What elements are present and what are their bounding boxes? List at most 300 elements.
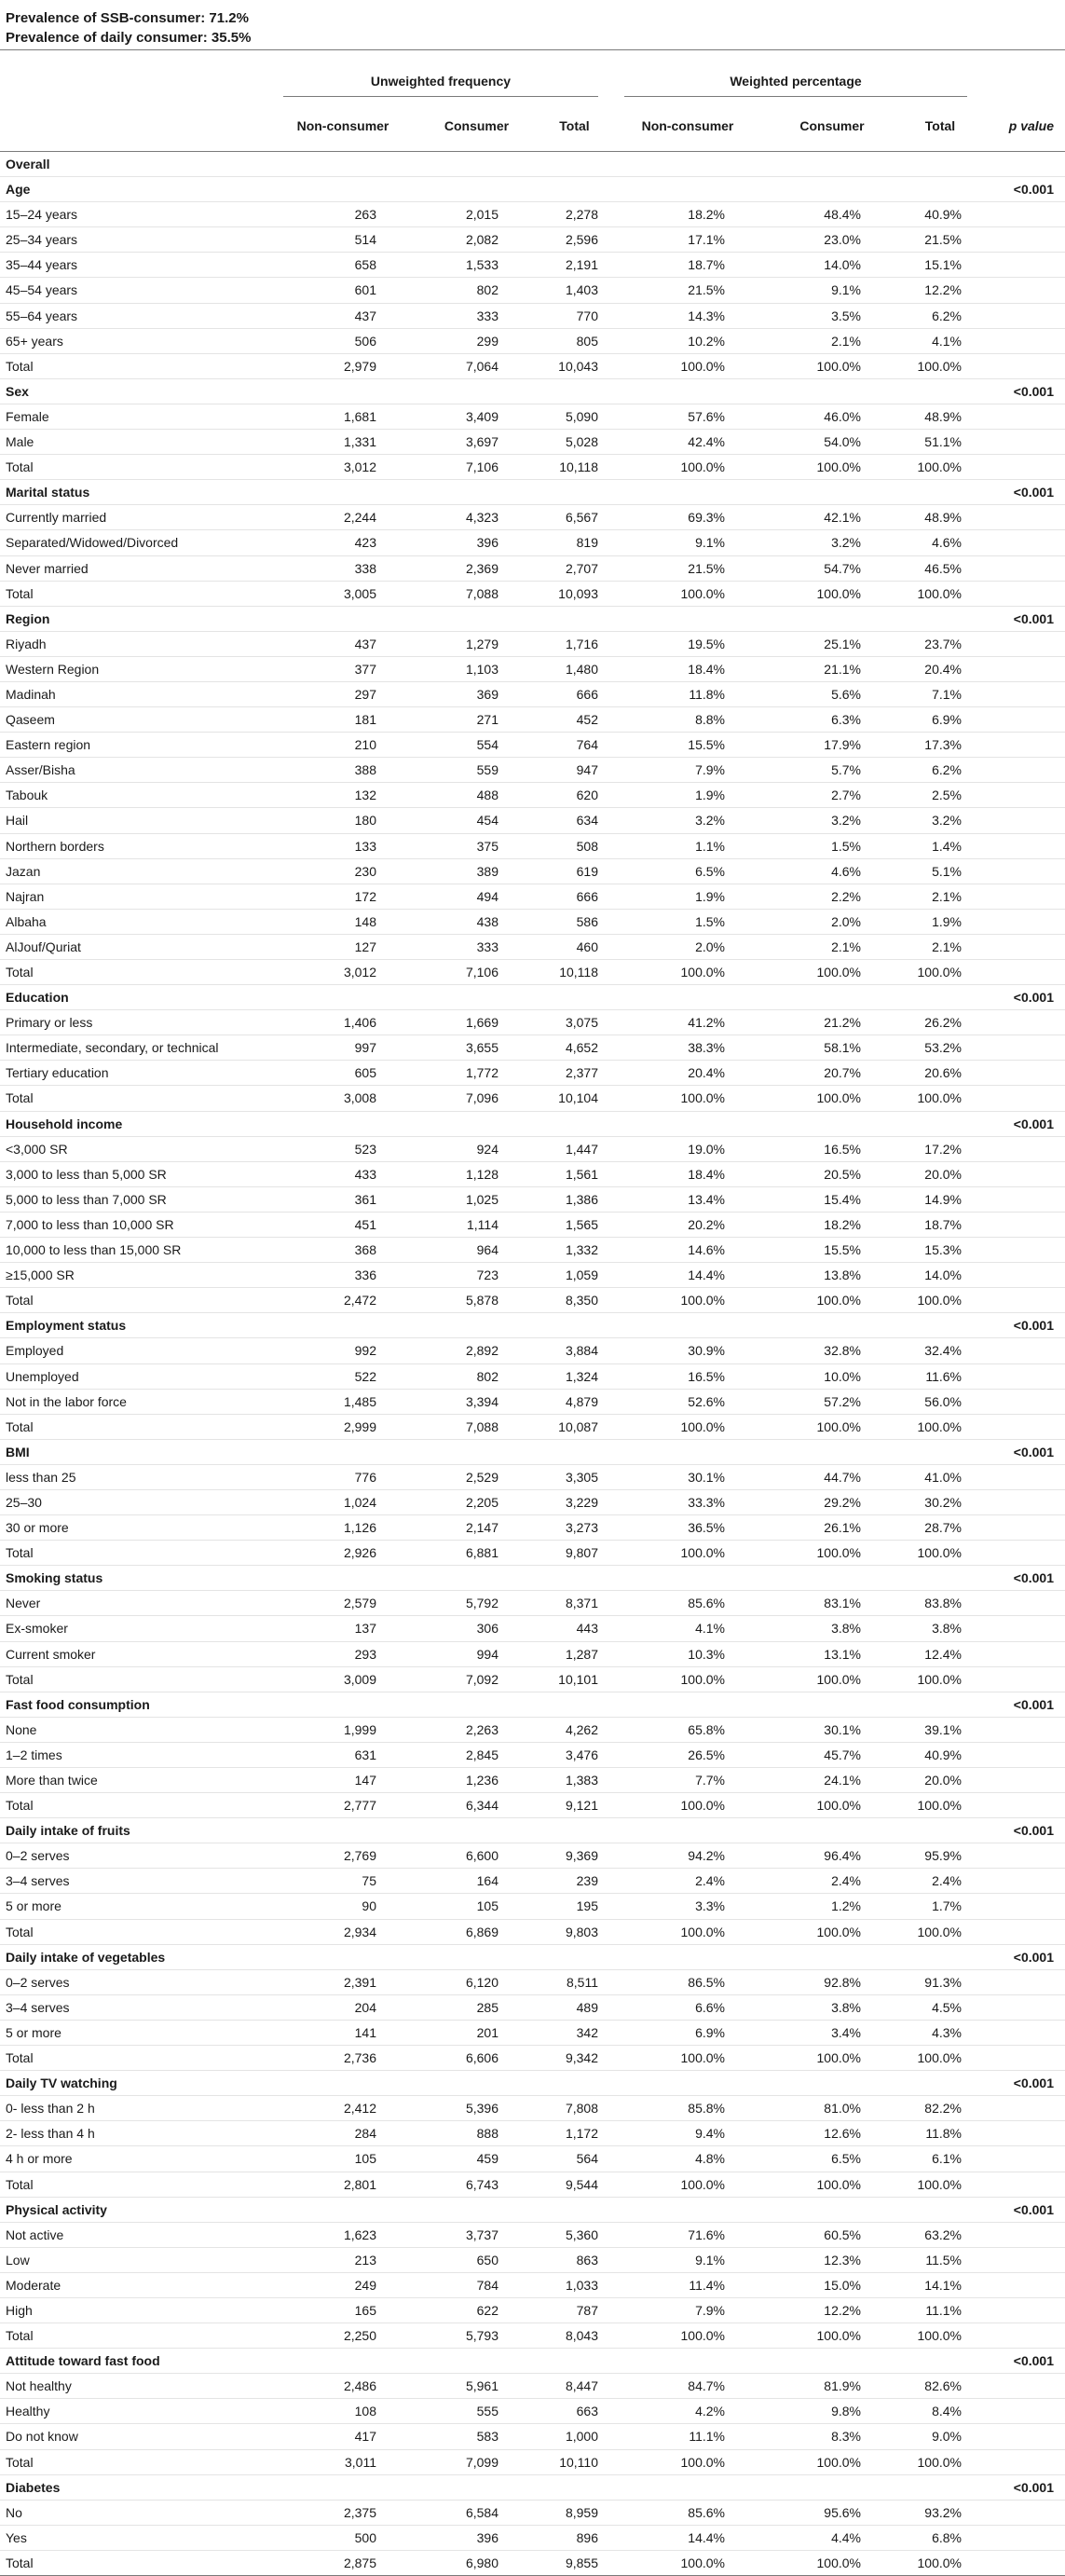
total-count: 9,369: [538, 1843, 611, 1869]
section-header-row: [0, 2349, 1065, 2374]
non-consumer-count: 2,999: [270, 1414, 416, 1439]
table-row: [0, 1616, 1065, 1641]
total-count: 5,028: [538, 430, 611, 455]
non-consumer-count: 230: [270, 858, 416, 884]
row-label: 7,000 to less than 10,000 SR: [0, 1212, 270, 1237]
table-row: [0, 1363, 1065, 1389]
non-consumer-count: 297: [270, 681, 416, 706]
non-consumer-pct: 7.9%: [611, 758, 764, 783]
total-count: 619: [538, 858, 611, 884]
consumer-pct: 100.0%: [764, 1086, 900, 1111]
total-pct: 100.0%: [900, 1541, 980, 1566]
total-count: 3,884: [538, 1338, 611, 1363]
non-consumer-count: 3,009: [270, 1666, 416, 1692]
non-consumer-count: 437: [270, 631, 416, 656]
table-row: [0, 884, 1065, 909]
col-w-total: Total: [900, 112, 980, 152]
consumer-pct: 2.2%: [764, 884, 900, 909]
group-unweighted-label: Unweighted frequency: [370, 74, 512, 89]
consumer-count: 3,697: [416, 430, 538, 455]
consumer-pct: 18.2%: [764, 1212, 900, 1237]
non-consumer-pct: 26.5%: [611, 1742, 764, 1767]
non-consumer-pct: 11.1%: [611, 2424, 764, 2449]
non-consumer-count: 423: [270, 530, 416, 555]
total-pct: 1.4%: [900, 833, 980, 858]
total-pct: 4.3%: [900, 2020, 980, 2045]
row-label: Total: [0, 455, 270, 480]
non-consumer-count: 1,406: [270, 1010, 416, 1035]
row-label: Total: [0, 2046, 270, 2071]
row-label: Total: [0, 1288, 270, 1313]
row-label: 0–2 serves: [0, 1969, 270, 1994]
non-consumer-count: 2,926: [270, 1541, 416, 1566]
total-pct: 28.7%: [900, 1515, 980, 1541]
table-row: [0, 758, 1065, 783]
non-consumer-pct: 36.5%: [611, 1515, 764, 1541]
total-count: 1,033: [538, 2272, 611, 2297]
row-label: Total: [0, 2323, 270, 2349]
consumer-pct: 2.1%: [764, 328, 900, 353]
total-pct: 100.0%: [900, 1919, 980, 1944]
total-pct: 100.0%: [900, 2550, 980, 2575]
consumer-count: 6,881: [416, 1541, 538, 1566]
section-title: Education: [0, 985, 270, 1010]
non-consumer-count: 992: [270, 1338, 416, 1363]
table-row: [0, 1969, 1065, 1994]
consumer-count: 7,096: [416, 1086, 538, 1111]
consumer-pct: 3.2%: [764, 808, 900, 833]
non-consumer-count: 2,250: [270, 2323, 416, 2349]
non-consumer-count: 361: [270, 1186, 416, 1212]
total-pct: 95.9%: [900, 1843, 980, 1869]
non-consumer-count: 293: [270, 1641, 416, 1666]
non-consumer-pct: 11.4%: [611, 2272, 764, 2297]
section-header-row: [0, 1566, 1065, 1591]
table-row: [0, 681, 1065, 706]
consumer-pct: 46.0%: [764, 404, 900, 429]
consumer-count: 5,961: [416, 2374, 538, 2399]
p-value: <0.001: [980, 985, 1065, 1010]
non-consumer-pct: 18.7%: [611, 253, 764, 278]
consumer-count: 5,878: [416, 1288, 538, 1313]
consumer-count: 1,236: [416, 1768, 538, 1793]
non-consumer-count: 2,579: [270, 1591, 416, 1616]
total-pct: 11.1%: [900, 2297, 980, 2323]
row-label: Never married: [0, 555, 270, 581]
consumer-count: 6,344: [416, 1793, 538, 1818]
total-count: 764: [538, 733, 611, 758]
total-count: 666: [538, 884, 611, 909]
consumer-pct: 3.4%: [764, 2020, 900, 2045]
consumer-count: 369: [416, 681, 538, 706]
section-header-row: [0, 1439, 1065, 1464]
table-row: [0, 1238, 1065, 1263]
section-header-row: [0, 480, 1065, 505]
table-row: [0, 2449, 1065, 2474]
total-pct: 6.2%: [900, 758, 980, 783]
non-consumer-pct: 100.0%: [611, 581, 764, 606]
consumer-pct: 81.9%: [764, 2374, 900, 2399]
table-row: [0, 430, 1065, 455]
total-count: 342: [538, 2020, 611, 2045]
consumer-pct: 100.0%: [764, 353, 900, 378]
non-consumer-pct: 100.0%: [611, 1414, 764, 1439]
row-label: High: [0, 2297, 270, 2323]
total-count: 1,386: [538, 1186, 611, 1212]
non-consumer-pct: 42.4%: [611, 430, 764, 455]
total-pct: 6.2%: [900, 303, 980, 328]
consumer-pct: 2.4%: [764, 1869, 900, 1894]
total-pct: 48.9%: [900, 404, 980, 429]
consumer-count: 723: [416, 1263, 538, 1288]
non-consumer-pct: 2.0%: [611, 934, 764, 959]
consumer-count: 3,655: [416, 1035, 538, 1061]
row-label: 25–34 years: [0, 227, 270, 253]
total-pct: 32.4%: [900, 1338, 980, 1363]
non-consumer-pct: 9.4%: [611, 2121, 764, 2146]
non-consumer-count: 2,391: [270, 1969, 416, 1994]
total-pct: 17.3%: [900, 733, 980, 758]
total-count: 2,278: [538, 202, 611, 227]
overall-label: Overall: [0, 152, 270, 177]
consumer-count: 622: [416, 2297, 538, 2323]
consumer-pct: 100.0%: [764, 1414, 900, 1439]
consumer-pct: 100.0%: [764, 2550, 900, 2575]
group-weighted: [611, 50, 980, 112]
col-total: Total: [538, 112, 611, 152]
consumer-pct: 12.6%: [764, 2121, 900, 2146]
non-consumer-pct: 33.3%: [611, 1489, 764, 1514]
total-count: 1,332: [538, 1238, 611, 1263]
p-value: <0.001: [980, 480, 1065, 505]
table-row: [0, 328, 1065, 353]
consumer-pct: 15.0%: [764, 2272, 900, 2297]
total-pct: 7.1%: [900, 681, 980, 706]
consumer-pct: 24.1%: [764, 1768, 900, 1793]
consumer-pct: 3.8%: [764, 1994, 900, 2020]
non-consumer-pct: 18.2%: [611, 202, 764, 227]
total-pct: 41.0%: [900, 1464, 980, 1489]
p-value: <0.001: [980, 2197, 1065, 2222]
table-row: [0, 2272, 1065, 2297]
consumer-count: 7,106: [416, 960, 538, 985]
row-label: None: [0, 1717, 270, 1742]
total-pct: 100.0%: [900, 2323, 980, 2349]
non-consumer-count: 437: [270, 303, 416, 328]
consumer-pct: 26.1%: [764, 1515, 900, 1541]
row-label: Total: [0, 2172, 270, 2197]
consumer-pct: 2.1%: [764, 934, 900, 959]
non-consumer-pct: 9.1%: [611, 2247, 764, 2272]
consumer-count: 7,088: [416, 581, 538, 606]
total-pct: 100.0%: [900, 581, 980, 606]
non-consumer-pct: 2.4%: [611, 1869, 764, 1894]
table-row: [0, 808, 1065, 833]
total-count: 1,447: [538, 1136, 611, 1161]
non-consumer-pct: 100.0%: [611, 1666, 764, 1692]
consumer-count: 6,980: [416, 2550, 538, 2575]
consumer-pct: 13.1%: [764, 1641, 900, 1666]
consumer-count: 2,529: [416, 1464, 538, 1489]
consumer-count: 5,792: [416, 1591, 538, 1616]
total-count: 3,229: [538, 1489, 611, 1514]
consumer-count: 2,369: [416, 555, 538, 581]
consumer-count: 1,103: [416, 656, 538, 681]
non-consumer-count: 181: [270, 707, 416, 733]
table-row: [0, 2323, 1065, 2349]
consumer-count: 1,772: [416, 1061, 538, 1086]
non-consumer-pct: 100.0%: [611, 2550, 764, 2575]
consumer-pct: 5.6%: [764, 681, 900, 706]
consumer-pct: 25.1%: [764, 631, 900, 656]
table-row: [0, 1263, 1065, 1288]
row-label: Never: [0, 1591, 270, 1616]
total-count: 1,172: [538, 2121, 611, 2146]
row-label: Not in the labor force: [0, 1389, 270, 1414]
table-row: [0, 404, 1065, 429]
table-row: [0, 1061, 1065, 1086]
table-row: [0, 1717, 1065, 1742]
consumer-count: 164: [416, 1869, 538, 1894]
row-label: Eastern region: [0, 733, 270, 758]
total-count: 8,371: [538, 1591, 611, 1616]
non-consumer-count: 451: [270, 1212, 416, 1237]
total-pct: 100.0%: [900, 1666, 980, 1692]
total-pct: 6.9%: [900, 707, 980, 733]
total-count: 5,360: [538, 2222, 611, 2247]
consumer-count: 784: [416, 2272, 538, 2297]
total-count: 947: [538, 758, 611, 783]
row-label: 5 or more: [0, 1894, 270, 1919]
total-count: 1,000: [538, 2424, 611, 2449]
row-label: 55–64 years: [0, 303, 270, 328]
table-row: [0, 1742, 1065, 1767]
consumer-pct: 2.7%: [764, 783, 900, 808]
total-count: 1,716: [538, 631, 611, 656]
table-row: [0, 631, 1065, 656]
prevalence-consumer: Prevalence of SSB-consumer: 71.2%: [6, 10, 249, 26]
total-count: 1,324: [538, 1363, 611, 1389]
non-consumer-pct: 7.9%: [611, 2297, 764, 2323]
total-pct: 100.0%: [900, 2046, 980, 2071]
non-consumer-count: 284: [270, 2121, 416, 2146]
consumer-count: 1,279: [416, 631, 538, 656]
non-consumer-pct: 52.6%: [611, 1389, 764, 1414]
row-label: 30 or more: [0, 1515, 270, 1541]
row-label: No: [0, 2500, 270, 2525]
consumer-count: 459: [416, 2146, 538, 2172]
total-pct: 100.0%: [900, 2172, 980, 2197]
row-label: 5,000 to less than 7,000 SR: [0, 1186, 270, 1212]
consumer-count: 5,793: [416, 2323, 538, 2349]
consumer-pct: 81.0%: [764, 2096, 900, 2121]
total-pct: 51.1%: [900, 430, 980, 455]
total-pct: 100.0%: [900, 960, 980, 985]
total-count: 2,596: [538, 227, 611, 253]
col-p-value: p value: [980, 112, 1065, 152]
section-header-row: [0, 177, 1065, 202]
row-label: Primary or less: [0, 1010, 270, 1035]
table-row: [0, 1994, 1065, 2020]
group-weighted-label: Weighted percentage: [730, 74, 862, 89]
consumer-count: 105: [416, 1894, 538, 1919]
consumer-count: 333: [416, 303, 538, 328]
table-row: [0, 2020, 1065, 2045]
non-consumer-count: 3,012: [270, 455, 416, 480]
consumer-pct: 100.0%: [764, 1666, 900, 1692]
non-consumer-count: 2,486: [270, 2374, 416, 2399]
row-label: Western Region: [0, 656, 270, 681]
row-label: 3,000 to less than 5,000 SR: [0, 1161, 270, 1186]
total-pct: 5.1%: [900, 858, 980, 884]
non-consumer-pct: 21.5%: [611, 278, 764, 303]
row-label: Total: [0, 2449, 270, 2474]
section-title: Age: [0, 177, 270, 202]
row-label: Intermediate, secondary, or technical: [0, 1035, 270, 1061]
total-pct: 40.9%: [900, 1742, 980, 1767]
total-pct: 1.9%: [900, 909, 980, 934]
non-consumer-pct: 69.3%: [611, 505, 764, 530]
consumer-count: 2,263: [416, 1717, 538, 1742]
table-body: [0, 152, 1065, 2576]
total-pct: 100.0%: [900, 2449, 980, 2474]
non-consumer-pct: 18.4%: [611, 656, 764, 681]
consumer-count: 3,737: [416, 2222, 538, 2247]
table-row: [0, 2297, 1065, 2323]
consumer-pct: 100.0%: [764, 455, 900, 480]
non-consumer-count: 377: [270, 656, 416, 681]
total-count: 452: [538, 707, 611, 733]
table-row: [0, 1641, 1065, 1666]
consumer-count: 7,106: [416, 455, 538, 480]
non-consumer-count: 180: [270, 808, 416, 833]
non-consumer-count: 2,934: [270, 1919, 416, 1944]
total-count: 3,273: [538, 1515, 611, 1541]
non-consumer-pct: 100.0%: [611, 2046, 764, 2071]
column-header-row: [0, 112, 1065, 152]
p-value: <0.001: [980, 177, 1065, 202]
col-w-non-consumer: Non-consumer: [611, 112, 764, 152]
consumer-count: 2,845: [416, 1742, 538, 1767]
table-row: [0, 1186, 1065, 1212]
total-count: 863: [538, 2247, 611, 2272]
non-consumer-pct: 14.4%: [611, 2525, 764, 2550]
total-count: 1,480: [538, 656, 611, 681]
row-label: ≥15,000 SR: [0, 1263, 270, 1288]
row-label: Madinah: [0, 681, 270, 706]
table-row: [0, 1869, 1065, 1894]
consumer-count: 396: [416, 530, 538, 555]
non-consumer-count: 2,979: [270, 353, 416, 378]
table-row: [0, 1288, 1065, 1313]
non-consumer-count: 776: [270, 1464, 416, 1489]
non-consumer-count: 2,375: [270, 2500, 416, 2525]
table-row: [0, 2121, 1065, 2146]
total-pct: 2.1%: [900, 934, 980, 959]
total-pct: 4.1%: [900, 328, 980, 353]
non-consumer-count: 127: [270, 934, 416, 959]
consumer-pct: 3.5%: [764, 303, 900, 328]
total-pct: 20.0%: [900, 1768, 980, 1793]
consumer-pct: 3.8%: [764, 1616, 900, 1641]
total-pct: 82.6%: [900, 2374, 980, 2399]
non-consumer-count: 204: [270, 1994, 416, 2020]
consumer-pct: 100.0%: [764, 2449, 900, 2474]
consumer-pct: 42.1%: [764, 505, 900, 530]
section-header-row: [0, 1818, 1065, 1843]
total-count: 443: [538, 1616, 611, 1641]
total-pct: 83.8%: [900, 1591, 980, 1616]
total-pct: 4.5%: [900, 1994, 980, 2020]
consumer-count: 1,114: [416, 1212, 538, 1237]
consumer-pct: 20.5%: [764, 1161, 900, 1186]
total-pct: 20.0%: [900, 1161, 980, 1186]
section-title: Region: [0, 606, 270, 631]
total-pct: 15.3%: [900, 1238, 980, 1263]
consumer-pct: 1.2%: [764, 1894, 900, 1919]
consumer-count: 389: [416, 858, 538, 884]
consumer-pct: 13.8%: [764, 1263, 900, 1288]
table-row: [0, 2146, 1065, 2172]
non-consumer-pct: 85.8%: [611, 2096, 764, 2121]
non-consumer-pct: 1.1%: [611, 833, 764, 858]
row-label: Northern borders: [0, 833, 270, 858]
row-label: Total: [0, 353, 270, 378]
total-pct: 100.0%: [900, 353, 980, 378]
total-pct: 26.2%: [900, 1010, 980, 1035]
total-count: 460: [538, 934, 611, 959]
non-consumer-pct: 86.5%: [611, 1969, 764, 1994]
table-row: [0, 2096, 1065, 2121]
p-value: <0.001: [980, 606, 1065, 631]
table-row: [0, 1843, 1065, 1869]
consumer-count: 306: [416, 1616, 538, 1641]
consumer-count: 559: [416, 758, 538, 783]
non-consumer-pct: 1.9%: [611, 783, 764, 808]
table-row: [0, 2247, 1065, 2272]
consumer-count: 2,082: [416, 227, 538, 253]
consumer-count: 2,892: [416, 1338, 538, 1363]
total-pct: 20.6%: [900, 1061, 980, 1086]
total-count: 9,803: [538, 1919, 611, 1944]
total-count: 3,305: [538, 1464, 611, 1489]
consumer-count: 802: [416, 278, 538, 303]
total-pct: 4.6%: [900, 530, 980, 555]
non-consumer-pct: 41.2%: [611, 1010, 764, 1035]
consumer-pct: 6.3%: [764, 707, 900, 733]
non-consumer-pct: 100.0%: [611, 353, 764, 378]
row-label: 5 or more: [0, 2020, 270, 2045]
section-header-row: [0, 985, 1065, 1010]
consumer-pct: 100.0%: [764, 1919, 900, 1944]
row-label: 0–2 serves: [0, 1843, 270, 1869]
row-label: Current smoker: [0, 1641, 270, 1666]
non-consumer-count: 368: [270, 1238, 416, 1263]
consumer-pct: 92.8%: [764, 1969, 900, 1994]
table-row: [0, 303, 1065, 328]
non-consumer-count: 1,485: [270, 1389, 416, 1414]
consumer-count: 299: [416, 328, 538, 353]
non-consumer-pct: 15.5%: [611, 733, 764, 758]
row-label: 65+ years: [0, 328, 270, 353]
row-label: 45–54 years: [0, 278, 270, 303]
total-count: 896: [538, 2525, 611, 2550]
total-pct: 8.4%: [900, 2399, 980, 2424]
row-label: Low: [0, 2247, 270, 2272]
non-consumer-count: 165: [270, 2297, 416, 2323]
total-pct: 11.5%: [900, 2247, 980, 2272]
total-pct: 2.4%: [900, 1869, 980, 1894]
